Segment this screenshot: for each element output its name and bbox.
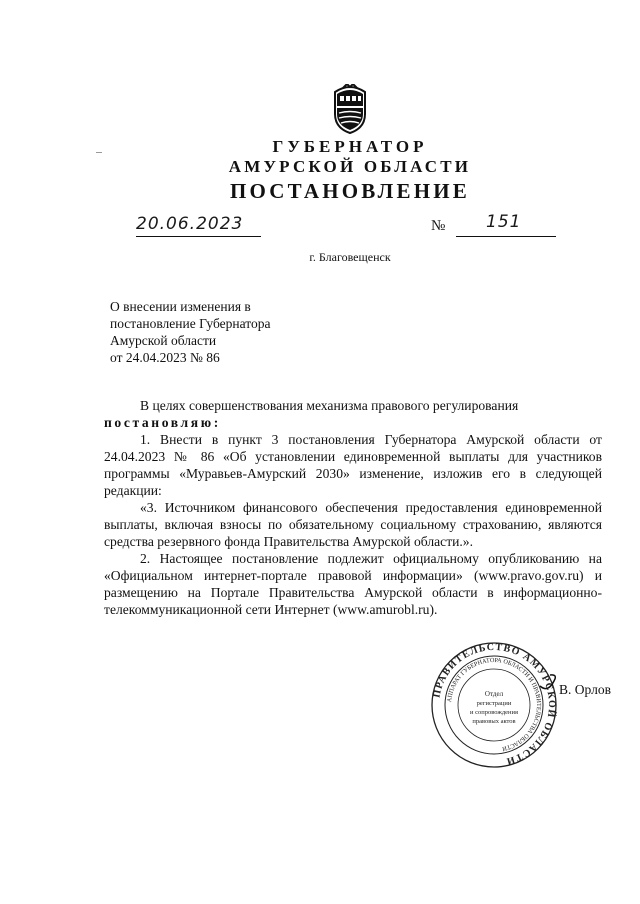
stamp-center-line: и сопровождения (470, 709, 518, 716)
stamp-center-line: регистрации (476, 700, 512, 707)
quoted-clause: «3. Источником финансового обеспечения предоставления единовременной выплаты, включая взносы по обязательному социальному страхованию, являются средства резервного фонда Правительства Амурской области.». (104, 500, 602, 549)
preamble: В целях совершенствования механизма правового регулирования (140, 398, 519, 413)
document-date: 20.06.2023 (136, 214, 244, 234)
date-line (136, 214, 261, 237)
document-number: 151 (486, 212, 522, 232)
clause-2: 2. Настоящее постановление подлежит официальному опубликованию на «Официальном интернет-портале правовой информации» (www.pravo.gov.ru) и размещению на Портале Правительства Амурской области в информационно-телекоммуникационной сети Интернет (www.amurobl.ru). (104, 551, 602, 617)
city: г. Благовещенск (309, 250, 391, 264)
decree-word: постановляю: (104, 415, 221, 430)
document-body (104, 397, 602, 618)
header-title-region: АМУРСКОЙ ОБЛАСТИ (228, 157, 472, 176)
signer-name: В. Орлов (559, 682, 611, 697)
subject-line: Амурской области (110, 333, 217, 348)
stamp-center-line: Отдел (484, 690, 504, 698)
number-sign: № (431, 218, 446, 234)
header-title-governor: ГУБЕРНАТОР (272, 137, 428, 156)
subject-line: постановление Губернатора (110, 316, 271, 331)
coat-of-arms-icon (329, 84, 371, 134)
stamp-inner-text: АППАРАТ ГУБЕРНАТОРА ОБЛАСТИ И ПРАВИТЕЛЬСТВА ОБЛАСТИ (446, 656, 543, 753)
stamp-outer-text: ПРАВИТЕЛЬСТВО АМУРСКОЙ ОБЛАСТИ (431, 641, 558, 767)
subject-line: от 24.04.2023 № 86 (110, 350, 220, 365)
document-subject (110, 298, 330, 366)
stamp-center-line: правовых актов (472, 718, 516, 725)
subject-line: О внесении изменения в (110, 299, 251, 314)
document-type-title: ПОСТАНОВЛЕНИЕ (229, 179, 471, 203)
scan-mark (96, 152, 102, 153)
clause-1: 1. Внести в пункт 3 постановления Губернатора Амурской области от 24.04.2023 № 86 «Об установлении единовременной выплаты для участников программы «Муравьев-Амурский 2030» изменение, изложив его в следующей редакции: (104, 432, 602, 498)
official-stamp (430, 641, 558, 769)
